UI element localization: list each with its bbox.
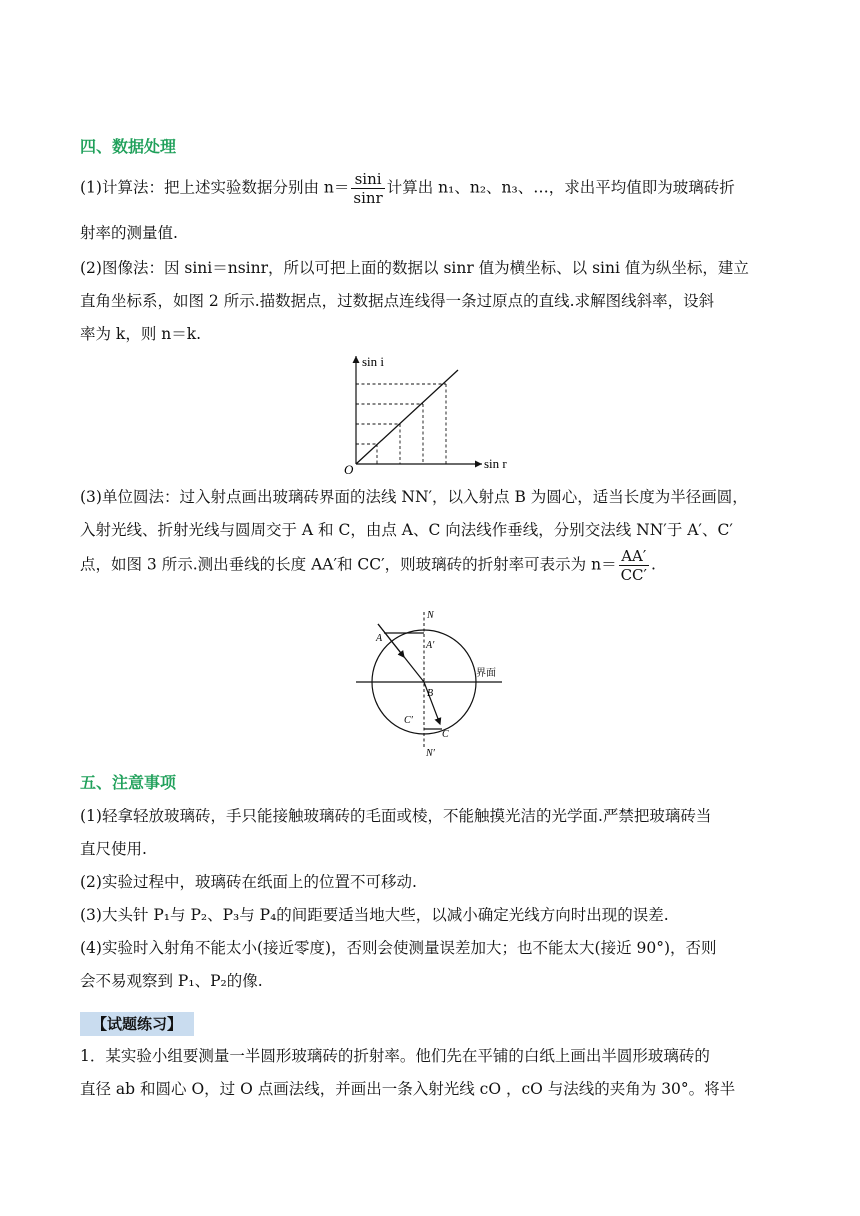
method-3-unit-circle: (3)单位圆法：过入射点画出玻璃砖界面的法线 NN′，以入射点 B 为圆心，适当长度为半径画圆， 入射光线、折射光线与圆周交于 A 和 C，由点 A、C 向法线作垂线，分别交法线 NN′于 A′、C′ 点，如图 3 所示.测出垂线的长度 AA′和 CC′，则玻璃砖的折射率可表示为 n＝ $\frac{AA'}{CC'}$ .: [80, 481, 782, 584]
figure-2-sini-vs-sinr-graph: [340, 352, 520, 476]
method-3-line-3: 点，如图 3 所示.测出垂线的长度 AA′和 CC′，则玻璃砖的折射率可表示为: [80, 555, 587, 574]
method-1-calculation: [80, 170, 782, 250]
y-axis-label: sin i: [362, 354, 385, 369]
precaution-4-line-2: 会不易观察到 P₁、P₂的像.: [80, 972, 263, 990]
method-3-line-1: (3)单位圆法：过入射点画出玻璃砖界面的法线 NN′，以入射点 B 为圆心，适当长度为半径画圆，: [80, 488, 748, 506]
label-c: C: [442, 729, 449, 740]
method-1-text-c: 射率的测量值.: [80, 224, 178, 242]
label-a-prime: A′: [426, 640, 435, 651]
precaution-1-line-1: (1)轻拿轻放玻璃砖，手只能接触玻璃砖的毛面或棱，不能触摸光洁的光学面.严禁把玻璃砖当: [80, 807, 712, 825]
fraction-numerator-2: AA′: [619, 547, 649, 566]
method-2-line-3: 率为 k，则 n＝k.: [80, 325, 202, 343]
label-interface: 界面: [476, 668, 496, 679]
precaution-3: (3)大头针 P₁与 P₂、P₃与 P₄的间距要适当地大些，以减小确定光线方向时出现的误差.: [80, 906, 669, 924]
origin-label: O: [344, 462, 354, 476]
precaution-1-line-2: 直尺使用.: [80, 840, 147, 858]
formula-n-equals: n＝: [323, 178, 350, 197]
precautions-list: [80, 800, 782, 998]
fraction-numerator: sini: [351, 170, 384, 189]
label-a: A: [376, 633, 383, 644]
label-n-prime: N′: [426, 748, 435, 759]
formula-n-equals-2: n＝: [591, 555, 617, 574]
section-heading-data-processing: 四、数据处理: [80, 137, 177, 156]
practice-question-1: [80, 1040, 782, 1106]
method-1-text-b: 计算出 n₁、n₂、n₃、…，求出平均值即为玻璃砖折: [386, 178, 735, 197]
formula-fraction-aa-cc: [619, 547, 649, 584]
precaution-4-line-1: (4)实验时入射角不能太小(接近零度)，否则会使测量误差加大；也不能太大(接近 90°)，否则: [80, 939, 717, 957]
method-2-line-1: (2)图像法：因 sini＝nsinr，所以可把上面的数据以 sinr 值为横坐标、以 sini 值为纵坐标，建立: [80, 259, 749, 277]
method-2-line-2: 直角坐标系，如图 2 所示.描数据点，过数据点连线得一条过原点的直线.求解图线斜率，设斜: [80, 292, 715, 310]
question-1-line-1: 1．某实验小组要测量一半圆形玻璃砖的折射率。他们先在平铺的白纸上画出半圆形玻璃砖的: [80, 1047, 710, 1065]
label-n: N: [427, 610, 434, 621]
precaution-2: (2)实验过程中，玻璃砖在纸面上的位置不可移动.: [80, 873, 417, 891]
method-2-graph: [80, 252, 782, 351]
fraction-denominator: sinr: [353, 189, 383, 207]
label-b: B: [427, 688, 434, 699]
fraction-denominator-2: CC′: [620, 566, 647, 584]
figure-3-unit-circle-diagram: [352, 606, 512, 764]
practice-badge: 【试题练习】: [80, 1012, 194, 1036]
section-heading-precautions: 五、注意事项: [80, 773, 177, 792]
formula-fraction-sini-sinr: [351, 170, 384, 207]
method-1-text-a: (1)计算法：把上述实验数据分别由: [80, 178, 319, 197]
method-3-line-2: 入射光线、折射光线与圆周交于 A 和 C，由点 A、C 向法线作垂线，分别交法线 NN′于 A′、C′: [80, 521, 733, 539]
question-1-line-2: 直径 ab 和圆心 O，过 O 点画法线，并画出一条入射光线 cO ，cO 与法线的夹角为 30°。将半: [80, 1080, 736, 1098]
label-c-prime: C′: [404, 715, 413, 726]
x-axis-label: sin r: [484, 456, 507, 471]
